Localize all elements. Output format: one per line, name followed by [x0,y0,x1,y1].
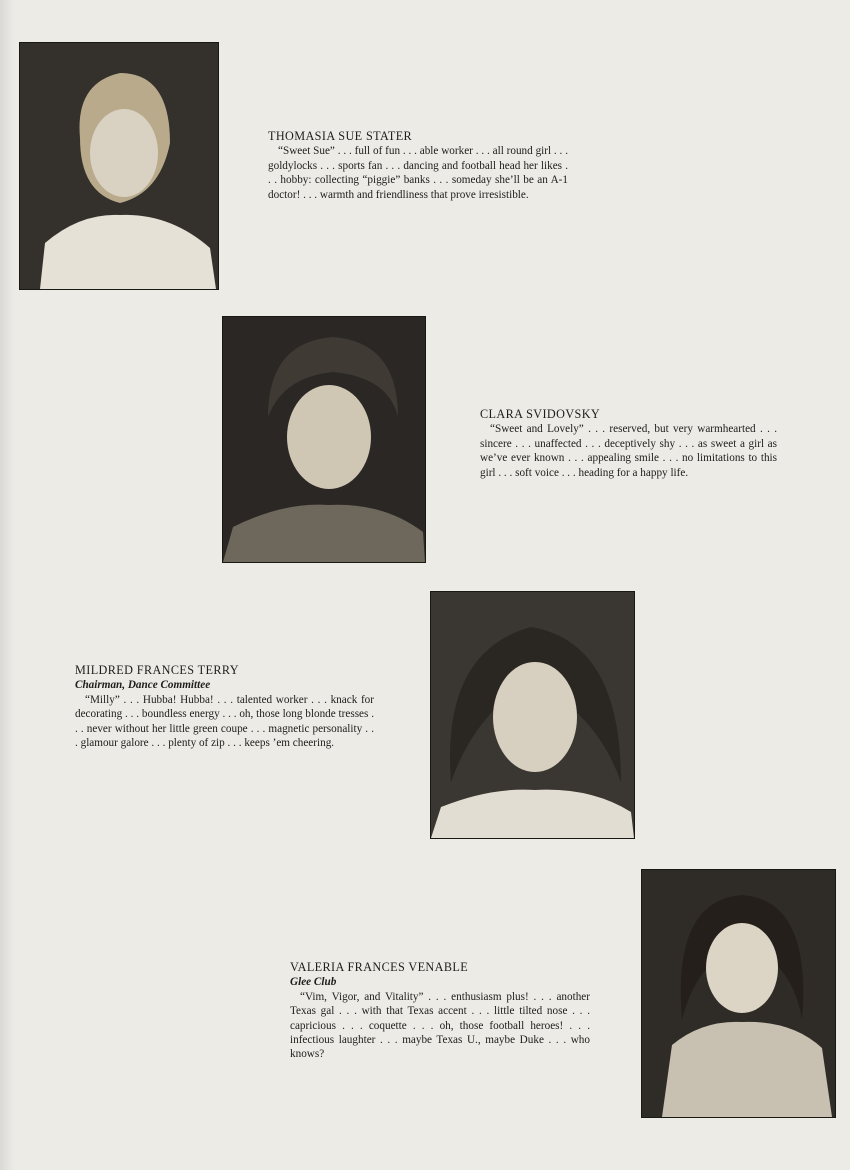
entry-stater [268,129,568,202]
student-name: MILDRED FRANCES TERRY [75,663,239,677]
portrait-photo-svidovsky [223,317,425,562]
portrait-icon [223,317,425,562]
student-name: THOMASIA SUE STATER [268,129,413,143]
student-description: “Sweet Sue” . . . full of fun . . . able worker . . . all round girl . . . goldylocks . . . sports fan . . . dancing and football head her likes . . . hobby: collecting “piggie” banks . . . someday she’ll be an A-1 doctor! . . . warmth and friendliness that prove irresistible. [268,145,568,201]
student-name: VALERIA FRANCES VENABLE [290,960,469,974]
student-role: Glee Club [290,976,337,989]
portrait-photo-venable [642,870,835,1117]
student-name: CLARA SVIDOVSKY [480,407,601,421]
portrait-photo-stater [20,43,218,289]
page-edge-shadow [0,0,14,1170]
entry-terry [75,663,374,750]
student-description: “Sweet and Lovely” . . . reserved, but very warmhearted . . . sincere . . . unaffected . . . deceptively shy . . . as sweet a girl as we’ve ever known . . . appealing smile . . . no limitations to this girl . . . soft voice . . . heading for a happy life. [480,423,777,479]
student-role: Chairman, Dance Committee [75,679,211,692]
entry-venable [290,960,590,1062]
student-description: “Vim, Vigor, and Vitality” . . . enthusiasm plus! . . . another Texas gal . . . with that Texas accent . . . little tilted nose . . . capricious . . . coquette . . . oh, those football heroes! . . . infectious laughter . . . maybe Texas U., maybe Duke . . . who knows? [290,990,590,1061]
portrait-icon [642,870,835,1117]
portrait-icon [20,43,218,289]
portrait-icon [431,592,634,838]
entry-svidovsky [480,407,777,480]
portrait-photo-terry [431,592,634,838]
student-description: “Milly” . . . Hubba! Hubba! . . . talented worker . . . knack for decorating . . . boundless energy . . . oh, those long blonde tresses . . . never without her little green coupe . . . magnetic personality . . . glamour galore . . . plenty of zip . . . keeps ’em cheering. [75,693,374,750]
